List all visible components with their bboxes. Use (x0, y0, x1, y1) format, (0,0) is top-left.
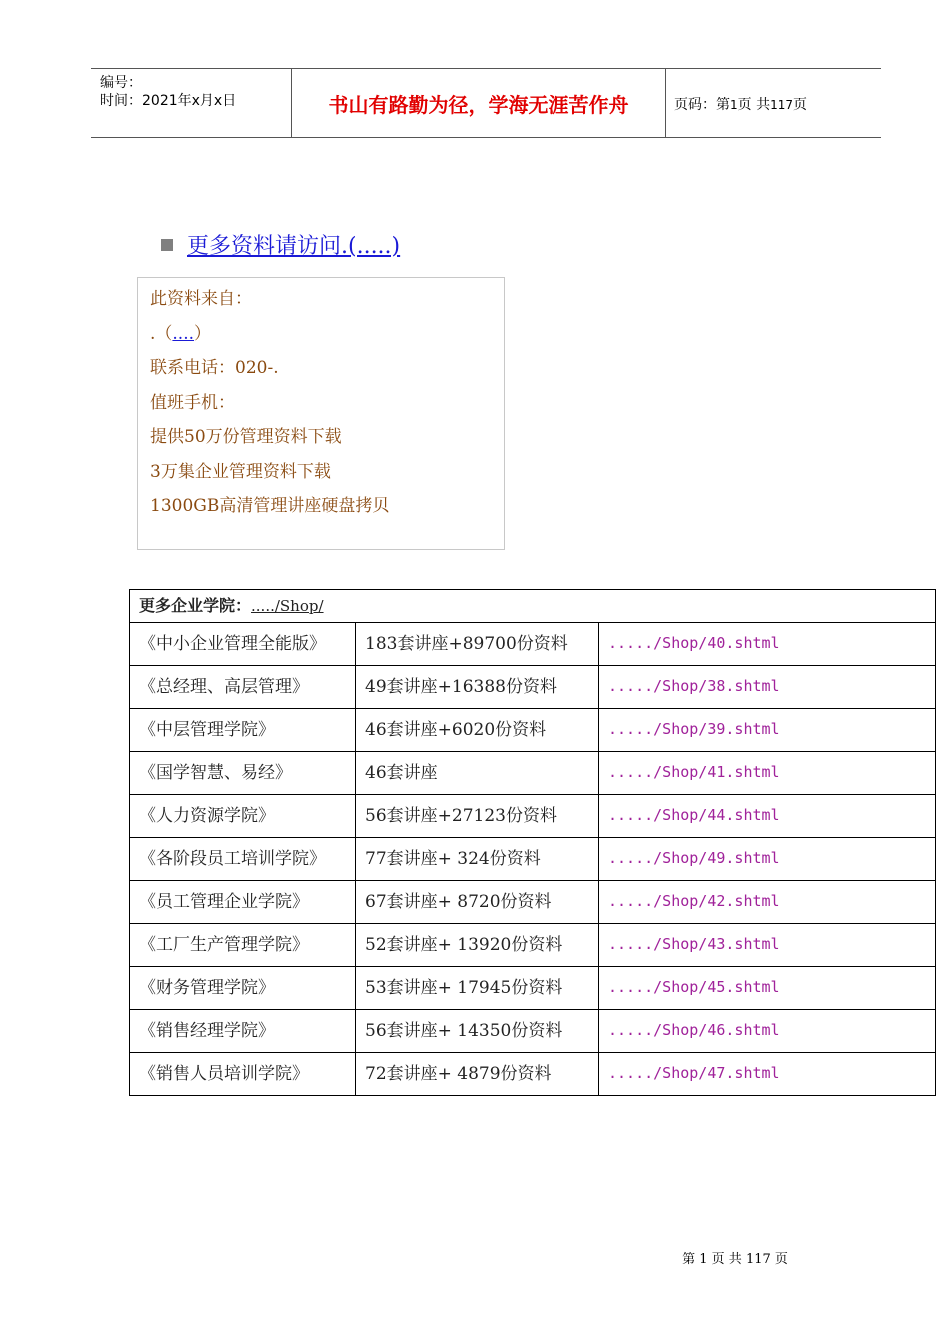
course-name: 《中小企业管理全能版》 (130, 623, 356, 666)
course-link[interactable]: ...../Shop/42.shtml (599, 881, 936, 924)
table-header-cell (130, 590, 936, 623)
footer-page: 1 (699, 1252, 708, 1267)
footer-total: 117 (745, 1252, 771, 1267)
source-info-box (137, 277, 505, 550)
course-link[interactable]: ...../Shop/47.shtml (599, 1053, 936, 1096)
course-link[interactable]: ...../Shop/43.shtml (599, 924, 936, 967)
page-mid: 页 共 (737, 97, 771, 113)
course-name: 《销售人员培训学院》 (130, 1053, 356, 1096)
course-count: 56套讲座+ 14350份资料 (356, 1010, 599, 1053)
table-header-label: 更多企业学院： (139, 596, 252, 615)
source-line: 此资料来自： (150, 289, 252, 309)
course-count: 46套讲座+6020份资料 (356, 709, 599, 752)
header-divider (665, 69, 666, 137)
source-link[interactable]: .... (172, 323, 195, 344)
header-motto: 书山有路勤为径，学海无涯苦作舟 (328, 93, 629, 117)
time-label: 时间：2021年x月x日 (100, 93, 237, 109)
source-link-suffix: ） (194, 323, 212, 344)
course-link[interactable]: ...../Shop/49.shtml (599, 838, 936, 881)
table-row (130, 795, 936, 838)
table-row (130, 924, 936, 967)
course-name: 《工厂生产管理学院》 (130, 924, 356, 967)
course-name: 《财务管理学院》 (130, 967, 356, 1010)
footer-suffix: 页 (774, 1252, 788, 1267)
course-count: 52套讲座+ 13920份资料 (356, 924, 599, 967)
square-bullet-icon (161, 239, 173, 251)
course-count: 53套讲座+ 17945份资料 (356, 967, 599, 1010)
course-name: 《销售经理学院》 (130, 1010, 356, 1053)
page-num: 1 (730, 98, 738, 112)
page-suffix: 页 (793, 97, 807, 113)
course-link[interactable]: ...../Shop/40.shtml (599, 623, 936, 666)
table-row (130, 709, 936, 752)
header-meta (100, 74, 236, 110)
course-count: 46套讲座 (356, 752, 599, 795)
table-row (130, 666, 936, 709)
table-row (130, 752, 936, 795)
table-row (130, 881, 936, 924)
course-link[interactable]: ...../Shop/46.shtml (599, 1010, 936, 1053)
source-link-line (150, 317, 504, 352)
course-name: 《总经理、高层管理》 (130, 666, 356, 709)
course-link[interactable]: ...../Shop/38.shtml (599, 666, 936, 709)
more-resources (161, 229, 400, 260)
contact-phone: 联系电话：020-. (150, 358, 279, 378)
table-row (130, 623, 936, 666)
page-header (91, 68, 881, 138)
page-footer (0, 1248, 950, 1267)
course-count: 77套讲座+ 324份资料 (356, 838, 599, 881)
course-count: 183套讲座+89700份资料 (356, 623, 599, 666)
table-row (130, 838, 936, 881)
table-header-row (130, 590, 936, 623)
header-page-number (674, 94, 807, 114)
number-label: 编号： (100, 75, 142, 91)
table-header-url[interactable]: ...../Shop/ (251, 597, 324, 615)
page-prefix: 页码：第 (674, 97, 730, 113)
more-resources-link[interactable]: 更多资料请访问.(.....) (187, 234, 401, 259)
duty-mobile: 值班手机： (150, 392, 235, 413)
page-total: 117 (770, 98, 793, 112)
source-link-prefix: .（ (150, 323, 173, 344)
course-count: 56套讲座+27123份资料 (356, 795, 599, 838)
footer-page-number (682, 1252, 788, 1267)
table-row (130, 1053, 936, 1096)
course-link[interactable]: ...../Shop/45.shtml (599, 967, 936, 1010)
course-name: 《各阶段员工培训学院》 (130, 838, 356, 881)
footer-prefix: 第 (682, 1252, 696, 1267)
course-name: 《人力资源学院》 (130, 795, 356, 838)
table-row (130, 1010, 936, 1053)
table-body (130, 623, 936, 1096)
table-row (130, 967, 936, 1010)
course-link[interactable]: ...../Shop/41.shtml (599, 752, 936, 795)
academy-table (129, 589, 936, 1096)
course-count: 67套讲座+ 8720份资料 (356, 881, 599, 924)
course-count: 72套讲座+ 4879份资料 (356, 1053, 599, 1096)
source-line: 提供50万份管理资料下载 (150, 427, 342, 447)
course-link[interactable]: ...../Shop/44.shtml (599, 795, 936, 838)
course-name: 《国学智慧、易经》 (130, 752, 356, 795)
course-name: 《员工管理企业学院》 (130, 881, 356, 924)
source-line: 1300GB高清管理讲座硬盘拷贝 (150, 496, 390, 516)
course-count: 49套讲座+16388份资料 (356, 666, 599, 709)
course-link[interactable]: ...../Shop/39.shtml (599, 709, 936, 752)
course-name: 《中层管理学院》 (130, 709, 356, 752)
source-line: 3万集企业管理资料下载 (150, 461, 331, 482)
footer-mid: 页 共 (711, 1252, 742, 1267)
